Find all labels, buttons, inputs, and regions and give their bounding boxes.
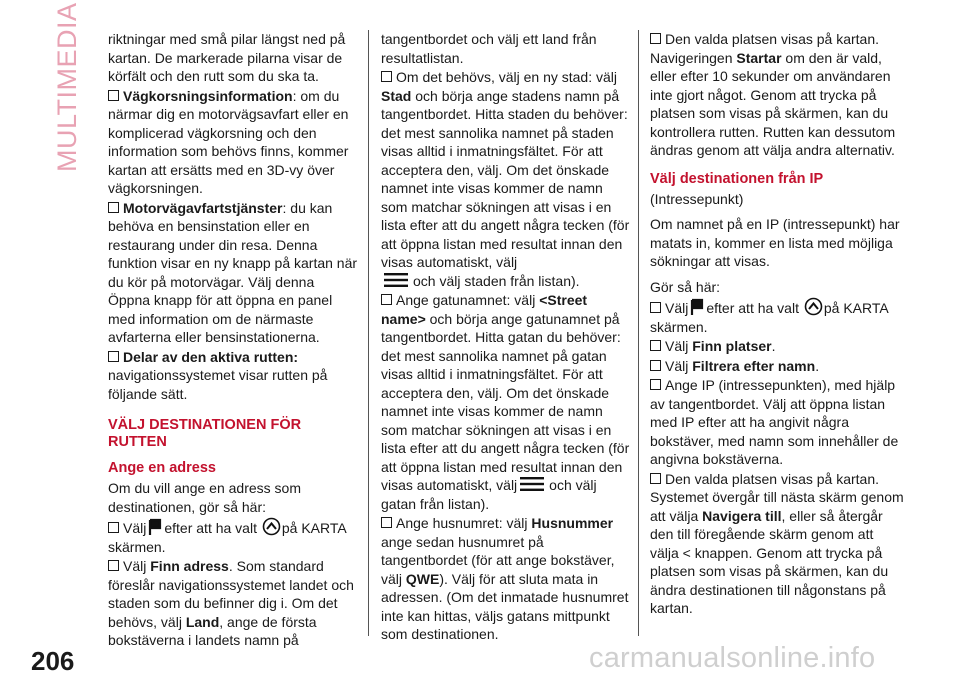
footer-watermark: carmanualsonline.info [589, 642, 876, 674]
checkbox-bullet-icon [650, 360, 661, 371]
bullet-item: Välj Finn adress. Som standard föreslår navigationssystemet landet och staden som du befinner dig i. Om det behövs, välj Land, ange de första bokstäverna i landets namn på [108, 558, 354, 648]
checkbox-bullet-icon [108, 90, 119, 101]
page-number: 206 [31, 646, 75, 676]
section-heading: VÄLJ DESTINATIONEN FÖR RUTTEN [108, 417, 302, 450]
bullet-item: Vägkorsningsinformation: om du närmar dig en motorvägsavfart eller en komplicerad vägkorsning och den information som behövs finns, kommer kartan att ersätts med en 3D-vy över vägkorsningen. [108, 87, 349, 196]
bullet-item: Den valda platsen visas på kartan. Systemet övergår till nästa skärm genom att välja Navigera till, eller så återgår den till föregående skärm genom att välja < knappen. Genom att trycka på platsen som visas på skärmen, kan du ändra destinationen till någonstans på kartan. [650, 470, 904, 616]
checkbox-bullet-icon [108, 522, 119, 533]
checkbox-bullet-icon [650, 302, 661, 313]
bullet-item: Välj Finn platser. [650, 337, 906, 356]
text-column-2 [381, 30, 633, 645]
sub-heading: Ange en adress [108, 460, 216, 476]
paragraph: Gör så här: [650, 278, 721, 295]
column-divider [638, 30, 639, 636]
checkbox-bullet-icon [650, 379, 661, 390]
bullet-item: Ange gatunamnet: välj <Street name> och börja ange gatunamnet på tangentbordet. Hitta gatan du behöver: det mest sannolika namnet på gatan visas alltid i inmatningsfältet. För att acceptera den, välj. Om det önskade namnet inte visas kommer de namn som matchar sökningen att visas i en lista efter att du angett några tecken (för att öppna listan med resultat innan den visas automatiskt, välj och välj gatan från listan). [381, 292, 630, 512]
checkbox-bullet-icon [381, 71, 392, 82]
bullet-item: Delar av den aktiva rutten: navigationssystemet visar rutten på följande sätt. [108, 348, 328, 402]
up-chevron-circle-icon [804, 297, 823, 316]
text-column-3 [650, 30, 906, 619]
bullet-item: Motorvägavfartstjänster: du kan behöva en bensinstation eller en restaurang under din resa. Denna funktion visar en ny knapp på kartan när du kör på motorvägar. Välj denna Öppna knapp för att öppna en panel med information om de närmaste avfarterna eller bensinstationerna. [108, 199, 358, 345]
paragraph: Om namnet på en IP (intressepunkt) har matats in, kommer en lista med möjliga sökningar att visas. [650, 216, 900, 269]
menu-list-icon [383, 272, 409, 288]
section-side-label [52, 2, 82, 172]
checkbox-bullet-icon [381, 517, 392, 528]
map-pin-icon [147, 518, 163, 536]
paragraph: riktningar med små pilar längst ned på kartan. De markerade pilarna visar de körfält och den rutt som du ska ta. [108, 31, 346, 84]
checkbox-bullet-icon [650, 473, 661, 484]
bullet-item: Om det behövs, välj en ny stad: välj Stad och börja ange stadens namn på tangentbordet. Hitta staden du behöver: det mest sannolika namnet på staden visas alltid i inmatningsfältet. För att acceptera den, välj. Om det önskade namnet inte visas kommer de namn som matchar sökningen att visas i en lista efter att du angett några tecken (för att öppna listan med resultat innan den visas automatiskt, välj och välj staden från listan). [381, 69, 630, 289]
paragraph: Om du vill ange en adress som destinationen, gör så här: [108, 480, 301, 515]
bullet-item: Välj efter att ha valt på KARTA skärmen. [650, 297, 906, 336]
section-label-text: MULTIMEDIA [52, 2, 82, 172]
bullet-item: Välj efter att ha valt på KARTA skärmen. [108, 517, 360, 556]
map-pin-icon [689, 298, 705, 316]
checkbox-bullet-icon [108, 560, 119, 571]
bullet-item: Ange IP (intressepunkten), med hjälp av tangentbordet. Välj att öppna listan med IP efter att ha angivit några bokstäver, med namn som innehåller de angivna bokstäverna. [650, 377, 899, 467]
text-column-1 [108, 30, 360, 651]
bullet-item: Den valda platsen visas på kartan. Navigeringen Startar om den är vald, eller efter 10 sekunder om användaren inte gjort något. Genom att trycka på platsen som visas på skärmen, kan du kontrollera rutten. Rutten kan dessutom ändras genom att välja andra alternativ. [650, 31, 896, 158]
checkbox-bullet-icon [108, 202, 119, 213]
heading-subtitle: (Intressepunkt) [650, 190, 744, 207]
menu-list-icon [519, 476, 545, 492]
checkbox-bullet-icon [108, 351, 119, 362]
bullet-item: Välj Filtrera efter namn. [650, 357, 906, 376]
checkbox-bullet-icon [650, 33, 661, 44]
checkbox-bullet-icon [381, 294, 392, 305]
section-heading: Välj destinationen från IP [650, 170, 824, 187]
checkbox-bullet-icon [650, 340, 661, 351]
paragraph: tangentbordet och välj ett land från resultatlistan. [381, 31, 597, 66]
bullet-item: Ange husnumret: välj Husnummer ange sedan husnumret på tangentbordet (för att ange bokstäver, välj QWE). Välj för att sluta mata in adressen. (Om det inmatade husnumret inte kan hittas, väljs gatans mittpunkt som destinationen. [381, 515, 629, 642]
up-chevron-circle-icon [262, 517, 281, 536]
column-divider [368, 30, 369, 636]
